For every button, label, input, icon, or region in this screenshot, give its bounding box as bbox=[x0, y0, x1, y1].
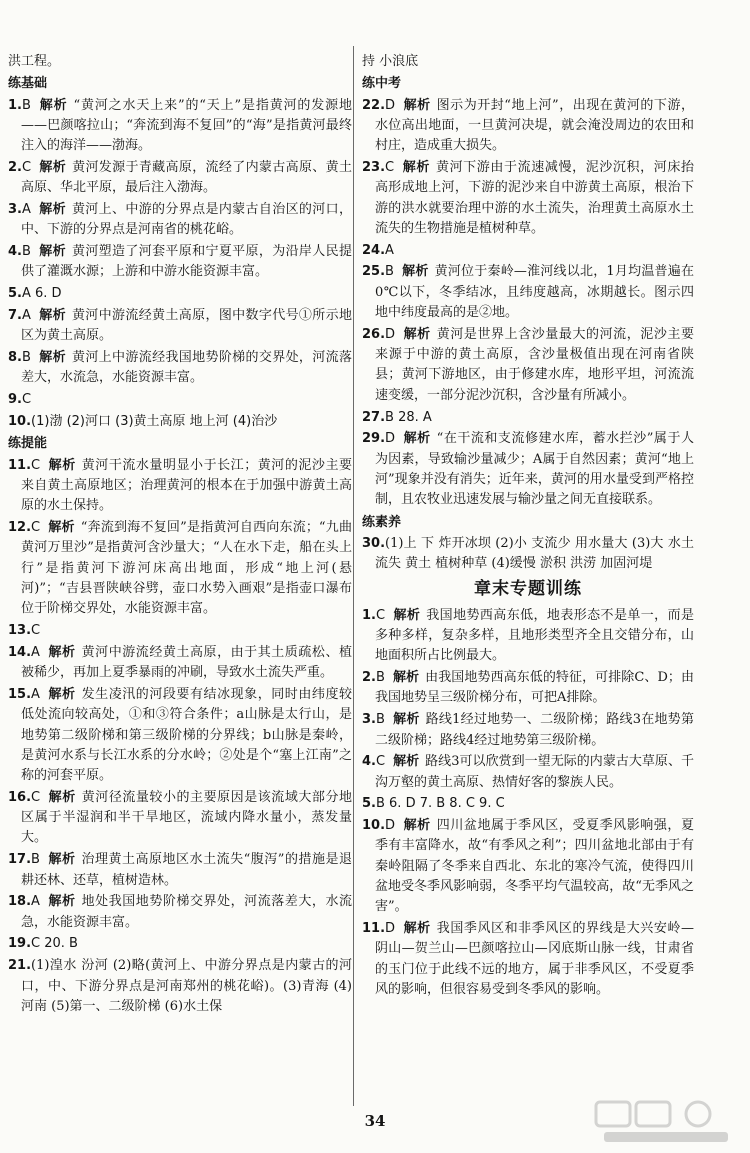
answer-item bbox=[362, 668, 694, 709]
question-number: 15. bbox=[8, 686, 32, 702]
answer-item bbox=[8, 956, 352, 1017]
watermark-logo bbox=[590, 1098, 740, 1148]
answer-choice: (1)渤 (2)河口 (3)黄土高原 地上河 (4)治沙 bbox=[31, 414, 278, 430]
analysis-label: 解析 bbox=[393, 754, 420, 770]
analysis-label: 解析 bbox=[403, 818, 431, 834]
section-heading: 练素养 bbox=[362, 514, 402, 530]
answer-choice: C bbox=[21, 159, 32, 175]
answer-item bbox=[8, 685, 352, 786]
answer-choice: A bbox=[21, 202, 31, 218]
answer-choice: B 6. D 7. B 8. C 9. C bbox=[375, 796, 505, 812]
question-number: 9. bbox=[8, 392, 22, 408]
answer-text: 黄河中游流经黄土高原，由于其土质疏松、植被稀少，再加上夏季暴雨的冲刷，导致水土流失严重。 bbox=[21, 644, 352, 681]
answer-choice: C bbox=[21, 392, 32, 408]
answer-choice: C bbox=[375, 754, 386, 770]
answer-text: 黄河干流水量明显小于长江；黄河的泥沙主要来自黄土高原地区；治理黄河的根本在于加强中游黄土高原的水土保持。 bbox=[21, 457, 352, 514]
answer-text: 黄河下游由于流速减慢，泥沙沉积，河床抬高形成地上河，下游的泥沙来自中游黄土高原，根治下游的洪水就要治理中游的水土流失，治理黄土高原水土流失的生物措施是植树种草。 bbox=[375, 159, 694, 236]
answer-text: 路线3可以欣赏到一望无际的内蒙古大草原、千沟万壑的黄土高原、热情好客的黎族人民。 bbox=[375, 754, 694, 790]
answer-choice: D bbox=[385, 431, 396, 447]
answer-choice: A 6. D bbox=[21, 286, 62, 302]
section-heading: 练提能 bbox=[8, 436, 48, 452]
answer-text: 黄河上、中游的分界点是内蒙古自治区的河口，中、下游的分界点是河南省的桃花峪。 bbox=[21, 202, 352, 238]
answer-choice: A bbox=[31, 644, 40, 660]
page-number: 34 bbox=[364, 1112, 386, 1130]
answer-item bbox=[8, 850, 352, 891]
question-number: 13. bbox=[8, 623, 32, 639]
question-number: 25. bbox=[362, 264, 386, 280]
question-number: 1. bbox=[362, 607, 376, 623]
answer-choice: B bbox=[385, 264, 394, 280]
question-number: 12. bbox=[8, 520, 32, 536]
analysis-label: 解析 bbox=[393, 607, 421, 623]
question-number: 11. bbox=[8, 457, 32, 473]
question-number: 5. bbox=[362, 796, 376, 812]
answer-item bbox=[8, 643, 352, 684]
answer-choice: C bbox=[31, 789, 41, 805]
analysis-label: 解析 bbox=[48, 457, 76, 473]
question-number: 3. bbox=[362, 712, 376, 728]
answer-item bbox=[362, 752, 694, 793]
question-number: 14. bbox=[8, 644, 32, 660]
analysis-label: 解析 bbox=[48, 789, 76, 805]
question-number: 10. bbox=[362, 818, 386, 834]
question-number: 27. bbox=[362, 409, 386, 425]
answer-item bbox=[8, 200, 352, 241]
question-number: 30. bbox=[362, 535, 386, 551]
analysis-label: 解析 bbox=[403, 326, 431, 342]
answer-item bbox=[8, 284, 352, 304]
question-number: 5. bbox=[8, 286, 22, 302]
answer-item bbox=[362, 919, 694, 1000]
answer-item bbox=[8, 412, 352, 432]
analysis-label: 解析 bbox=[402, 159, 430, 175]
analysis-label: 解析 bbox=[47, 686, 76, 702]
analysis-label: 解析 bbox=[47, 852, 76, 868]
answer-item bbox=[8, 456, 352, 517]
answer-choice: D bbox=[385, 97, 396, 113]
answer-text: 黄河上中游流经我国地势阶梯的交界处，河流落差大，水流急，水能资源丰富。 bbox=[21, 350, 352, 386]
analysis-label: 解析 bbox=[403, 431, 431, 447]
answer-choice: D bbox=[385, 921, 396, 937]
analysis-label: 解析 bbox=[47, 644, 76, 660]
answer-item bbox=[362, 606, 694, 667]
answer-text: 图示为开封“地上河”，出现在黄河的下游，水位高出地面，一旦黄河决堤，就会淹没周边的农田和村庄，造成重大损失。 bbox=[375, 97, 694, 154]
answer-choice: C 20. B bbox=[31, 936, 78, 952]
left-column bbox=[8, 52, 352, 1019]
question-number: 10. bbox=[8, 414, 32, 430]
answer-item bbox=[362, 408, 694, 428]
answer-item bbox=[8, 518, 352, 619]
answer-item bbox=[8, 348, 352, 389]
question-number: 8. bbox=[8, 350, 22, 366]
analysis-label: 解析 bbox=[38, 350, 66, 366]
answer-item bbox=[8, 788, 352, 849]
answer-choice: A bbox=[31, 894, 40, 910]
answer-choice: B 28. A bbox=[385, 409, 432, 425]
question-number: 21. bbox=[8, 958, 32, 974]
answer-item bbox=[362, 325, 694, 406]
question-number: 2. bbox=[8, 159, 22, 175]
answer-text: (1)上 下 炸开冰坝 (2)小 支流少 用水量大 (3)大 水土流失 黄土 植树种草 (4)缓慢 淤积 洪涝 加固河堤 bbox=[375, 535, 694, 572]
answer-text: 黄河是世界上含沙量最大的河流，泥沙主要来源于中游的黄土高原，含沙量极值出现在河南省陕县；黄河下游地区，由于修建水库，地形平坦，河流流速变缓，一部分泥沙沉积，含沙量有所减小。 bbox=[375, 326, 694, 403]
answer-text: 我国地势西高东低，地表形态不是单一，而是多种多样，复杂多样，且地形类型齐全且交错分布，山地面积所占比例最大。 bbox=[375, 607, 694, 664]
answer-item bbox=[362, 241, 694, 261]
answer-choice: B bbox=[21, 350, 31, 366]
continued-text: 洪工程。 bbox=[8, 54, 61, 69]
analysis-label: 解析 bbox=[39, 159, 67, 175]
answer-text: “奔流到海不复回”是指黄河自西向东流；“九曲黄河万里沙”是指黄河含沙量大；“人在水下走，船在头上行”是指黄河下游河床高出地面，形成“地上河(悬河)”；“吉县晋陕峡谷劈，壶口水势入画艰”是指壶口瀑布位于阶梯交界处，水能资源丰富。 bbox=[21, 520, 352, 617]
answer-item bbox=[362, 96, 694, 157]
answer-text: 发生凌汛的河段要有结冰现象，同时由纬度较低处流向较高处，①和③符合条件；a山脉是太行山，是地势第二级阶梯和第三级阶梯的分界线；b山脉是秦岭，是黄河水系与长江水系的分水岭；②处是个“塞上江南”之称的河套平原。 bbox=[21, 686, 352, 784]
answer-choice: C bbox=[31, 623, 41, 639]
answer-choice: D bbox=[385, 326, 396, 342]
answer-choice: C bbox=[31, 457, 41, 473]
answer-item bbox=[362, 158, 694, 239]
answer-text: “在干流和支流修建水库，蓄水拦沙”属于人为因素，导致输沙量减少；A属于自然因素；黄河“地上河”现象并没有消失；近年来，黄河的用水量受到严格控制，且农牧业迅速发展与输沙量之间无直接联系。 bbox=[375, 431, 694, 508]
answer-item bbox=[362, 794, 694, 814]
answer-text: 黄河塑造了河套平原和宁夏平原，为沿岸人民提供了灌溉水源；上游和中游水能资源丰富。 bbox=[21, 244, 352, 280]
continued-text: 持 小浪底 bbox=[362, 54, 419, 69]
answer-item bbox=[8, 158, 352, 199]
answer-choice: B bbox=[21, 244, 31, 260]
question-number: 11. bbox=[362, 921, 386, 937]
answer-text: 四川盆地属于季风区，受夏季风影响强，夏季有丰富降水，故“有季风之利”；四川盆地北部由于有秦岭阻隔了冬季来自西北、东北的寒冷气流，使得四川盆地受冬季风影响弱，冬季平均气温较高，故“无季风之害”。 bbox=[375, 818, 694, 915]
question-number: 17. bbox=[8, 852, 32, 868]
section-heading: 练基础 bbox=[8, 76, 48, 92]
question-number: 18. bbox=[8, 894, 32, 910]
question-number: 16. bbox=[8, 789, 32, 805]
answer-text: 由我国地势西高东低的特征，可排除C、D；由我国地势呈三级阶梯分布，可把A排除。 bbox=[375, 670, 694, 706]
answer-text: 黄河径流量较小的主要原因是该流域大部分地区属于半湿润和半干旱地区，流域内降水量小，蒸发量大。 bbox=[21, 789, 352, 846]
analysis-label: 解析 bbox=[38, 244, 66, 260]
answer-item bbox=[362, 710, 694, 751]
answer-text: 地处我国地势阶梯交界处，河流落差大，水流急，水能资源丰富。 bbox=[21, 894, 352, 930]
answer-text: 我国季风区和非季风区的界线是大兴安岭—阴山—贺兰山—巴颜喀拉山—冈底斯山脉一线，甘肃省的玉门位于此线不远的地方，属于非季风区，不受夏季风的影响，但很容易受到冬季风的影响。 bbox=[375, 921, 694, 998]
section-heading: 练中考 bbox=[362, 76, 402, 92]
chapter-title bbox=[362, 579, 694, 599]
analysis-label: 解析 bbox=[47, 894, 76, 910]
question-number: 22. bbox=[362, 97, 386, 113]
answer-text: (1)湟水 汾河 (2)略(黄河上、中游分界点是内蒙古的河口，中、下游分界点是河南郑州的桃花峪)。(3)青海 (4)河南 (5)第一、二级阶梯 (6)水土保 bbox=[21, 958, 352, 1014]
analysis-label: 解析 bbox=[392, 670, 420, 686]
question-number: 2. bbox=[362, 670, 376, 686]
answer-choice: A bbox=[21, 308, 31, 324]
answer-choice: C bbox=[385, 159, 395, 175]
answer-text: “黄河之水天上来”的“天上”是指黄河的发源地——巴颜喀拉山；“奔流到海不复回”的“海”是指黄河最终注入的海洋——渤海。 bbox=[21, 97, 352, 154]
answer-text: 黄河位于秦岭—淮河线以北，1月均温普遍在0℃以下，冬季结冰，且纬度越高，冰期越长。图示四地中纬度最高的是②地。 bbox=[375, 264, 694, 321]
question-number: 24. bbox=[362, 242, 386, 258]
answer-choice: C bbox=[375, 607, 386, 623]
analysis-label: 解析 bbox=[401, 264, 429, 280]
question-number: 4. bbox=[8, 244, 22, 260]
answer-item bbox=[362, 429, 694, 510]
answer-choice: B bbox=[31, 852, 40, 868]
answer-choice: A bbox=[385, 242, 394, 258]
answer-text: 治理黄土高原地区水土流失“腹泻”的措施是退耕还林、还草，植树造林。 bbox=[21, 852, 352, 888]
answer-item bbox=[8, 390, 352, 410]
question-number: 29. bbox=[362, 431, 386, 447]
answer-choice: A bbox=[31, 686, 40, 702]
answer-item bbox=[362, 534, 694, 575]
analysis-label: 解析 bbox=[403, 97, 431, 113]
answer-choice: B bbox=[375, 670, 385, 686]
right-column bbox=[362, 52, 694, 1002]
answer-item bbox=[8, 621, 352, 641]
column-divider bbox=[353, 46, 354, 1106]
analysis-label: 解析 bbox=[48, 520, 75, 536]
answer-choice: C bbox=[31, 520, 41, 536]
answer-item bbox=[8, 892, 352, 933]
analysis-label: 解析 bbox=[38, 97, 68, 113]
question-number: 23. bbox=[362, 159, 386, 175]
question-number: 19. bbox=[8, 936, 32, 952]
question-number: 3. bbox=[8, 202, 22, 218]
question-number: 7. bbox=[8, 308, 22, 324]
answer-item bbox=[8, 96, 352, 157]
answer-text: 黄河发源于青藏高原，流经了内蒙古高原、黄土高原、华北平原，最后注入渤海。 bbox=[21, 159, 352, 196]
answer-text: 黄河中游流经黄土高原，图中数字代号①所示地区为黄土高原。 bbox=[21, 308, 352, 344]
analysis-label: 解析 bbox=[38, 308, 66, 324]
answer-text: 路线1经过地势一、二级阶梯；路线3在地势第二级阶梯；路线4经过地势第三级阶梯。 bbox=[375, 712, 694, 748]
question-number: 4. bbox=[362, 754, 376, 770]
question-number: 1. bbox=[8, 97, 22, 113]
analysis-label: 解析 bbox=[403, 921, 431, 937]
question-number: 26. bbox=[362, 326, 386, 342]
answer-choice: D bbox=[385, 818, 396, 834]
analysis-label: 解析 bbox=[392, 712, 420, 728]
answer-item bbox=[8, 242, 352, 283]
answer-item bbox=[8, 934, 352, 954]
answer-item bbox=[362, 816, 694, 917]
answer-item bbox=[8, 306, 352, 347]
answer-item bbox=[362, 262, 694, 323]
chapter-title-text: 章末专题训练 bbox=[474, 579, 582, 600]
answer-choice: B bbox=[375, 712, 385, 728]
analysis-label: 解析 bbox=[38, 202, 66, 218]
answer-choice: B bbox=[21, 97, 31, 113]
